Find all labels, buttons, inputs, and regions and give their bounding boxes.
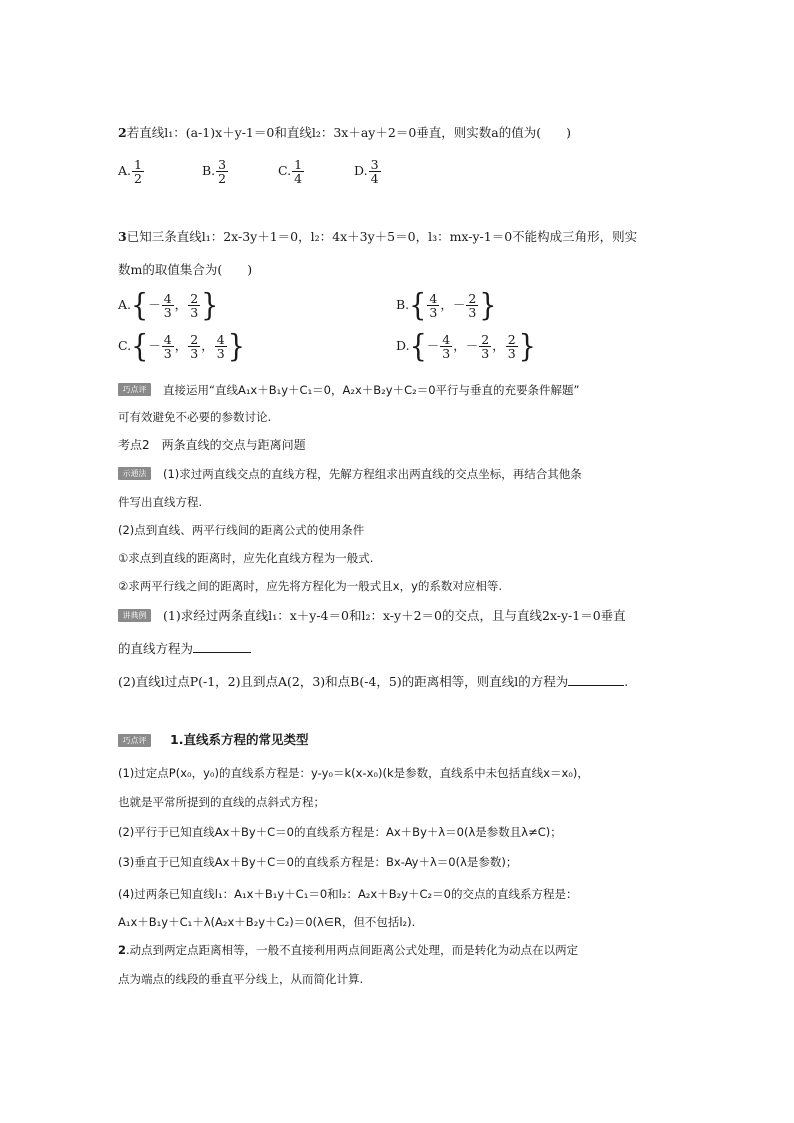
- question-3-option-c: C.{－ $\frac{4}{3}$ ， $\frac{2}{3}$ ， $\frac{4}{3}$ }: [118, 328, 245, 365]
- question-2-option-b: B. $\frac{3}{2}$: [202, 157, 227, 186]
- review-2-point-2-line-1: 2.动点到两定点距离相等，一般不直接利用两点间距离公式处理，而是转化为动点在以两定: [118, 943, 579, 957]
- question-2-stem: 2若直线l₁：(a-1)x＋y-1＝0和直线l₂：3x＋ay＋2＝0垂直，则实数a的值为( ): [118, 125, 571, 140]
- question-3-option-d: D.{－ $\frac{4}{3}$ ，－ $\frac{2}{3}$ ， $\frac{2}{3}$ }: [396, 328, 536, 365]
- example-line-3: (2)直线l过点P(-1，2)且到点A(2，3)和点B(-4，5)的距离相等，则直线l的方程为 .: [118, 674, 629, 689]
- question-3-stem-line-1: 3已知三条直线l₁：2x-3y＋1＝0，l₂：4x＋3y＋5＝0，l₃：mx-y-1＝0不能构成三角形，则实: [118, 229, 638, 244]
- review-2-line-2: 也就是平常所提到的直线的点斜式方程；: [118, 795, 325, 809]
- review-2-line-6: A₁x＋B₁y＋C₁＋λ(A₂x＋B₂y＋C₂)＝0(λ∈R，但不包括l₂).: [118, 915, 416, 929]
- method-line-2: 件写出直线方程.: [118, 495, 203, 509]
- example-line-2: 的直线方程为: [118, 641, 251, 657]
- review-2-line-4: (3)垂直于已知直线Ax＋By＋C＝0的直线系方程是：Bx-Ay＋λ＝0(λ是参数)；: [118, 855, 518, 869]
- question-2-option-a: A. $\frac{1}{2}$: [118, 157, 142, 186]
- question-3-option-b: B.{ $\frac{4}{3}$ ，－ $\frac{2}{3}$ }: [396, 287, 497, 324]
- fraction: $\frac{3}{2}$: [218, 157, 227, 186]
- method-line-1: (1)求过两直线交点的直线方程，先解方程组求出两直线的交点坐标，再结合其他条: [163, 467, 582, 481]
- question-2-option-c: C. $\frac{1}{4}$: [278, 157, 303, 186]
- review-1-line-1: 直接运用“直线A₁x＋B₁y＋C₁＝0，A₂x＋B₂y＋C₂＝0平行与垂直的充要条件解题”: [163, 383, 580, 397]
- section-heading: 考点2 两条直线的交点与距离问题: [118, 438, 306, 452]
- example-tag: 讲典例: [118, 609, 151, 622]
- review-1-line-2: 可有效避免不必要的参数讨论.: [118, 410, 272, 424]
- review-2-line-5: (4)过两条已知直线l₁：A₁x＋B₁y＋C₁＝0和l₂：A₂x＋B₂y＋C₂＝0的交点的直线系方程是：: [118, 887, 578, 901]
- fraction: $\frac{1}{4}$: [294, 157, 303, 186]
- review-2-point-2-line-2: 点为端点的线段的垂直平分线上，从而简化计算.: [118, 972, 364, 986]
- method-tag: 示通法: [118, 467, 151, 480]
- review-tag: 巧点评: [118, 383, 151, 396]
- question-3-option-a: A.{－ $\frac{4}{3}$ ， $\frac{2}{3}$ }: [118, 287, 219, 324]
- question-2-option-d: D. $\frac{3}{4}$: [354, 157, 379, 186]
- question-3-stem-line-2: 数m的取值集合为( ): [118, 262, 253, 277]
- review-tag: 巧点评: [118, 734, 151, 747]
- fraction: $\frac{3}{4}$: [370, 157, 379, 186]
- method-line-5: ②求两平行线之间的距离时，应先将方程化为一般式且x，y的系数对应相等.: [118, 579, 503, 593]
- method-line-3: (2)点到直线、两平行线间的距离公式的使用条件: [118, 523, 365, 537]
- review-2-line-1: (1)过定点P(x₀，y₀)的直线系方程是：y-y₀＝k(x-x₀)(k是参数，直线系中未包括直线x＝x₀)，: [118, 766, 589, 780]
- answer-blank: [568, 674, 624, 686]
- method-line-4: ①求点到直线的距离时，应先化直线方程为一般式.: [118, 551, 374, 565]
- answer-blank: [193, 641, 251, 653]
- example-line-1: (1)求经过两条直线l₁：x＋y-4＝0和l₂：x-y＋2＝0的交点，且与直线2x-y-1＝0垂直: [163, 608, 626, 623]
- review-2-title: 1.直线系方程的常见类型: [170, 732, 309, 747]
- fraction: $\frac{1}{2}$: [134, 157, 142, 186]
- review-2-line-3: (2)平行于已知直线Ax＋By＋C＝0的直线系方程是：Ax＋By＋λ＝0(λ是参数且λ≠C)；: [118, 825, 562, 839]
